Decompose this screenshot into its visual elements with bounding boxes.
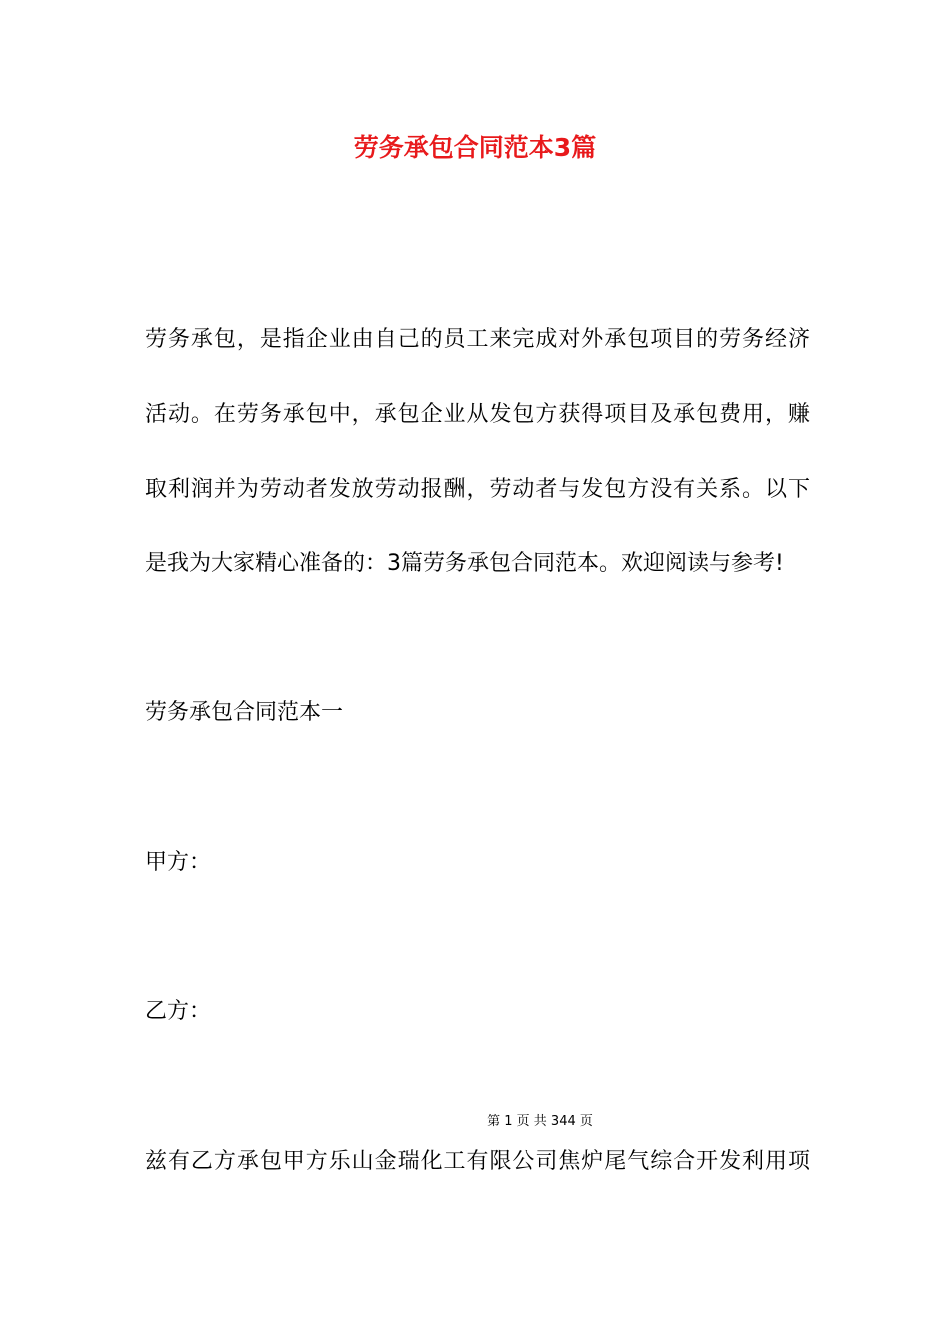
document-title: 劳务承包合同范本3篇 (353, 133, 597, 162)
party-b-label: 乙方： (145, 999, 212, 1024)
party-a-label: 甲方： (145, 850, 212, 875)
intro-line-2: 活动。在劳务承包中，承包企业从发包方获得项目及承包费用，赚 (145, 402, 810, 427)
section-heading: 劳务承包合同范本一 (145, 700, 344, 725)
page-footer: 第 1 页 共 344 页 (487, 1114, 593, 1129)
intro-line-4: 是我为大家精心准备的：3篇劳务承包合同范本。欢迎阅读与参考! (145, 551, 784, 576)
intro-line-1: 劳务承包，是指企业由自己的员工来完成对外承包项目的劳务经济 (145, 327, 810, 352)
intro-line-3: 取利润并为劳动者发放劳动报酬，劳动者与发包方没有关系。以下 (145, 477, 810, 502)
body-line: 兹有乙方承包甲方乐山金瑞化工有限公司焦炉尾气综合开发利用项 (145, 1149, 810, 1174)
